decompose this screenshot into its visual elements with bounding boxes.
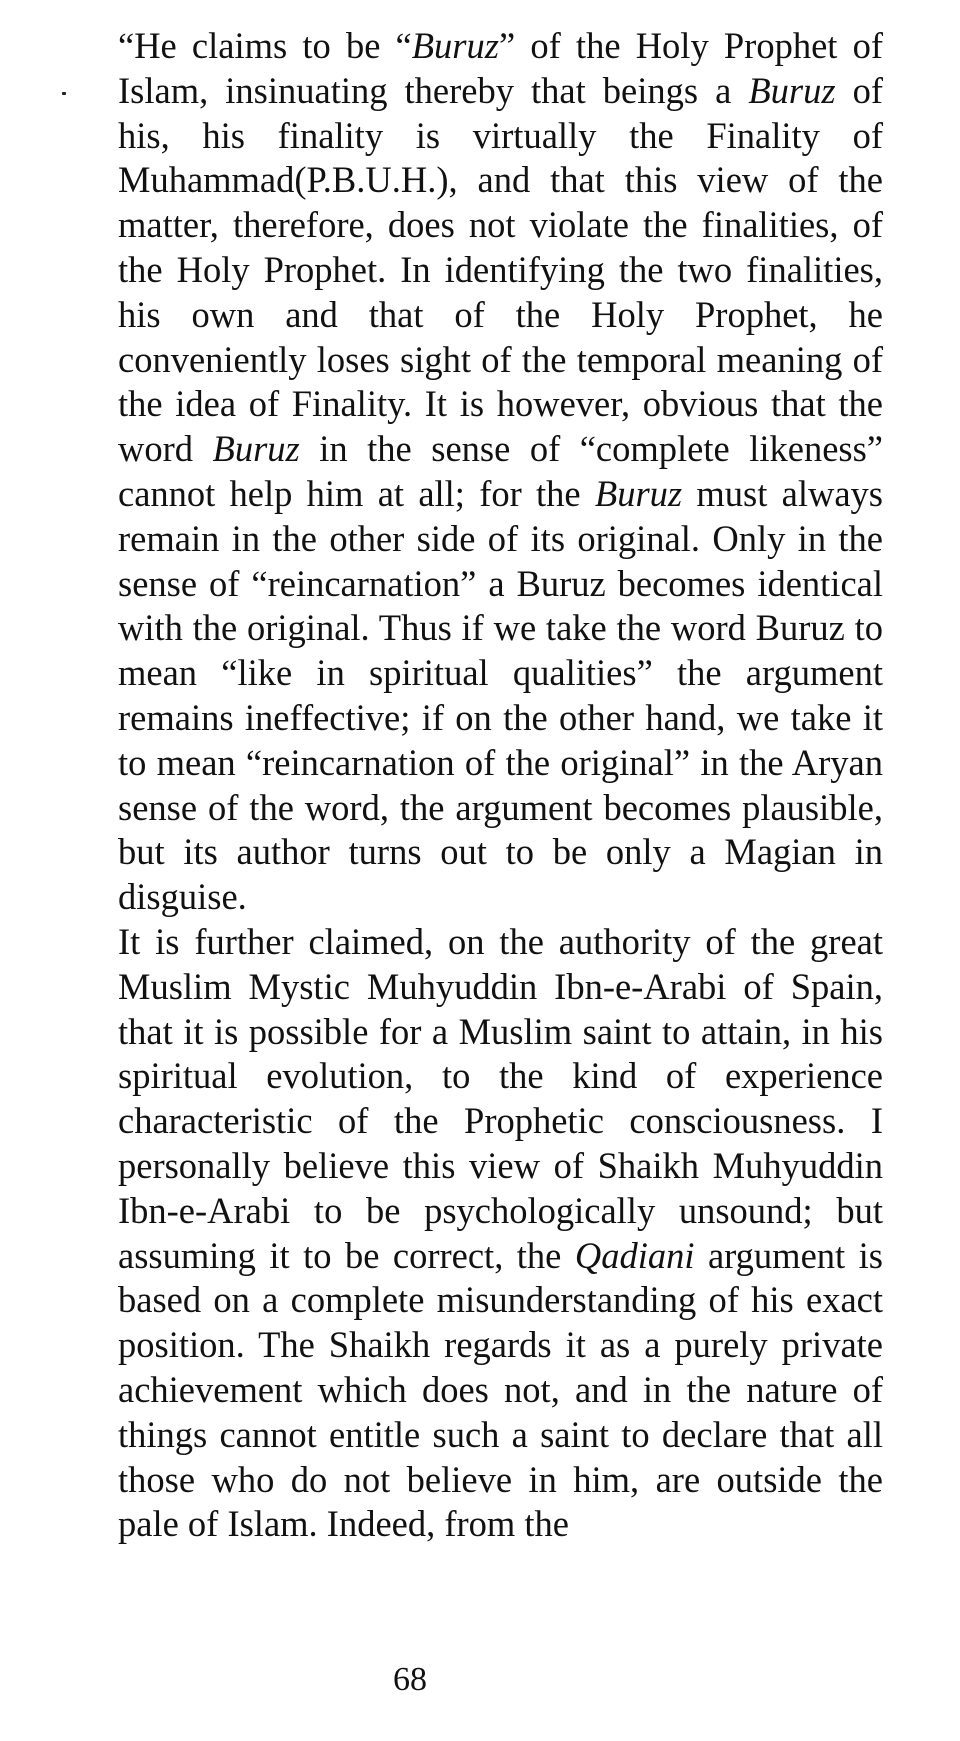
italic-term: Buruz — [411, 25, 499, 66]
paragraph-ibn-arabi-claim — [118, 920, 883, 1547]
body-text — [118, 24, 883, 1547]
paragraph-buruz-argument — [118, 24, 883, 920]
text-run: “He claims to be “ — [118, 25, 412, 66]
stray-ink-mark — [62, 92, 66, 95]
page-number: 68 — [393, 1661, 427, 1698]
text-run: ” of the Holy Prophet of Islam, insinuating thereby that beings a — [118, 25, 883, 111]
italic-term: Buruz — [748, 69, 836, 111]
text-run: It is further claimed, on the authority of the great Muslim Mystic Muhyuddin Ibn-e-Arabi of Spain, that it is possible for a Muslim saint to attain, in his spiritual evolution, to the kind of experience characteristic of the Prophetic consciousness. I personally believe this view of Shaikh Muhyuddin Ibn-e-Arabi to be psychologically unsound; but assuming it to be correct, the — [118, 920, 883, 1276]
italic-term: Buruz — [212, 428, 300, 470]
text-run: must always remain in the other side of its original. Only in the sense of “reincarnation” a Buruz becomes identical with the original. Thus if we take the word Buruz to mean “like in spiritual qualities” the argument remains ineffective; if on the other hand, we take it to mean “reincarnation of the original” in the Aryan sense of the word, the argument becomes plausible, but its author turns out to be only a Magian in disguise. — [118, 472, 884, 918]
italic-term: Buruz — [594, 472, 683, 514]
text-run: in the sense of “complete likeness” cannot help him at all; for the — [118, 428, 884, 514]
text-run: of his, his finality is virtually the Finality of Muhammad(P.B.U.H.), and that this view of the matter, therefore, does not violate the finalities, of the Holy Prophet. In identifying the two finalities, his own and that of the Holy Prophet, he conveniently loses sight of the temporal meaning of the idea of Finality. It is however, obvious that the word — [118, 69, 884, 470]
italic-term: Qadiani — [574, 1234, 695, 1276]
text-run: argument is based on a complete misunderstanding of his exact position. The Shaikh regards it as a purely private achievement which does not, and in the nature of things cannot entitle such a saint to declare that all those who do not believe in him, are outside the pale of Islam. Indeed, from the — [118, 1234, 883, 1545]
